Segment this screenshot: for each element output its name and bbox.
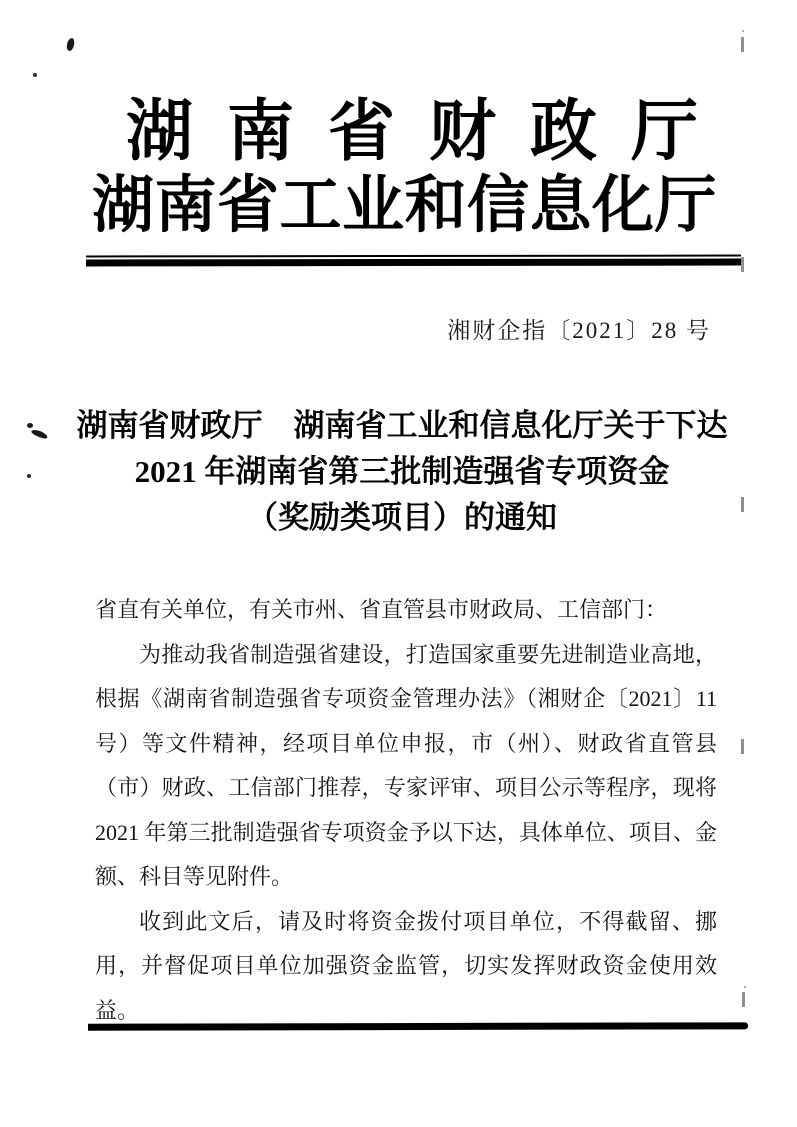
scan-speck xyxy=(742,30,744,32)
scan-edge-mark xyxy=(741,37,744,52)
scan-speck xyxy=(27,474,31,478)
scan-edge-mark xyxy=(741,739,744,754)
scan-edge-mark xyxy=(741,257,744,272)
document-body xyxy=(95,588,717,1033)
document-number: 湘财企指〔2021〕28 号 xyxy=(447,318,711,343)
footer-rule xyxy=(88,1022,748,1030)
document-title xyxy=(76,403,728,541)
pen-mark xyxy=(27,423,33,428)
document-title-line-1: 湖南省财政厅 湖南省工业和信息化厅关于下达 xyxy=(76,408,728,443)
scan-speck xyxy=(33,73,37,77)
scan-mark xyxy=(66,38,75,52)
scan-speck xyxy=(744,986,746,988)
scan-edge-mark xyxy=(741,497,744,512)
pen-mark xyxy=(30,428,48,440)
salutation: 省直有关单位，有关市州、省直管县市财政局、工信部门： xyxy=(95,597,668,622)
body-paragraph: 为推动我省制造强省建设，打造国家重要先进制造业高地，根据《湖南省制造强省专项资金管理办法》（湘财企〔2021〕11 号）等文件精神，经项目单位申报，市（州）、财政省直管县（市）财政、工信部门推荐，专家评审、项目公示等程序，现将 2021 年第三批制造强省专项资金予以下达，具体单位、项目、金额、科目等见附件。 xyxy=(95,641,717,889)
letterhead-agency-1: 湖南省财政厅 xyxy=(126,95,732,169)
body-paragraph: 收到此文后，请及时将资金拨付项目单位，不得截留、挪用，并督促项目单位加强资金监管，切实发挥财政资金使用效益。 xyxy=(95,908,717,1023)
document-title-line-2: 2021 年湖南省第三批制造强省专项资金 xyxy=(134,454,670,489)
document-title-line-3: （奖励类项目）的通知 xyxy=(247,500,557,535)
letterhead-agency-2: 湖南省工业和信息化厅 xyxy=(92,172,718,240)
letterhead-divider-rule xyxy=(86,255,741,267)
scan-edge-mark xyxy=(742,992,745,1007)
